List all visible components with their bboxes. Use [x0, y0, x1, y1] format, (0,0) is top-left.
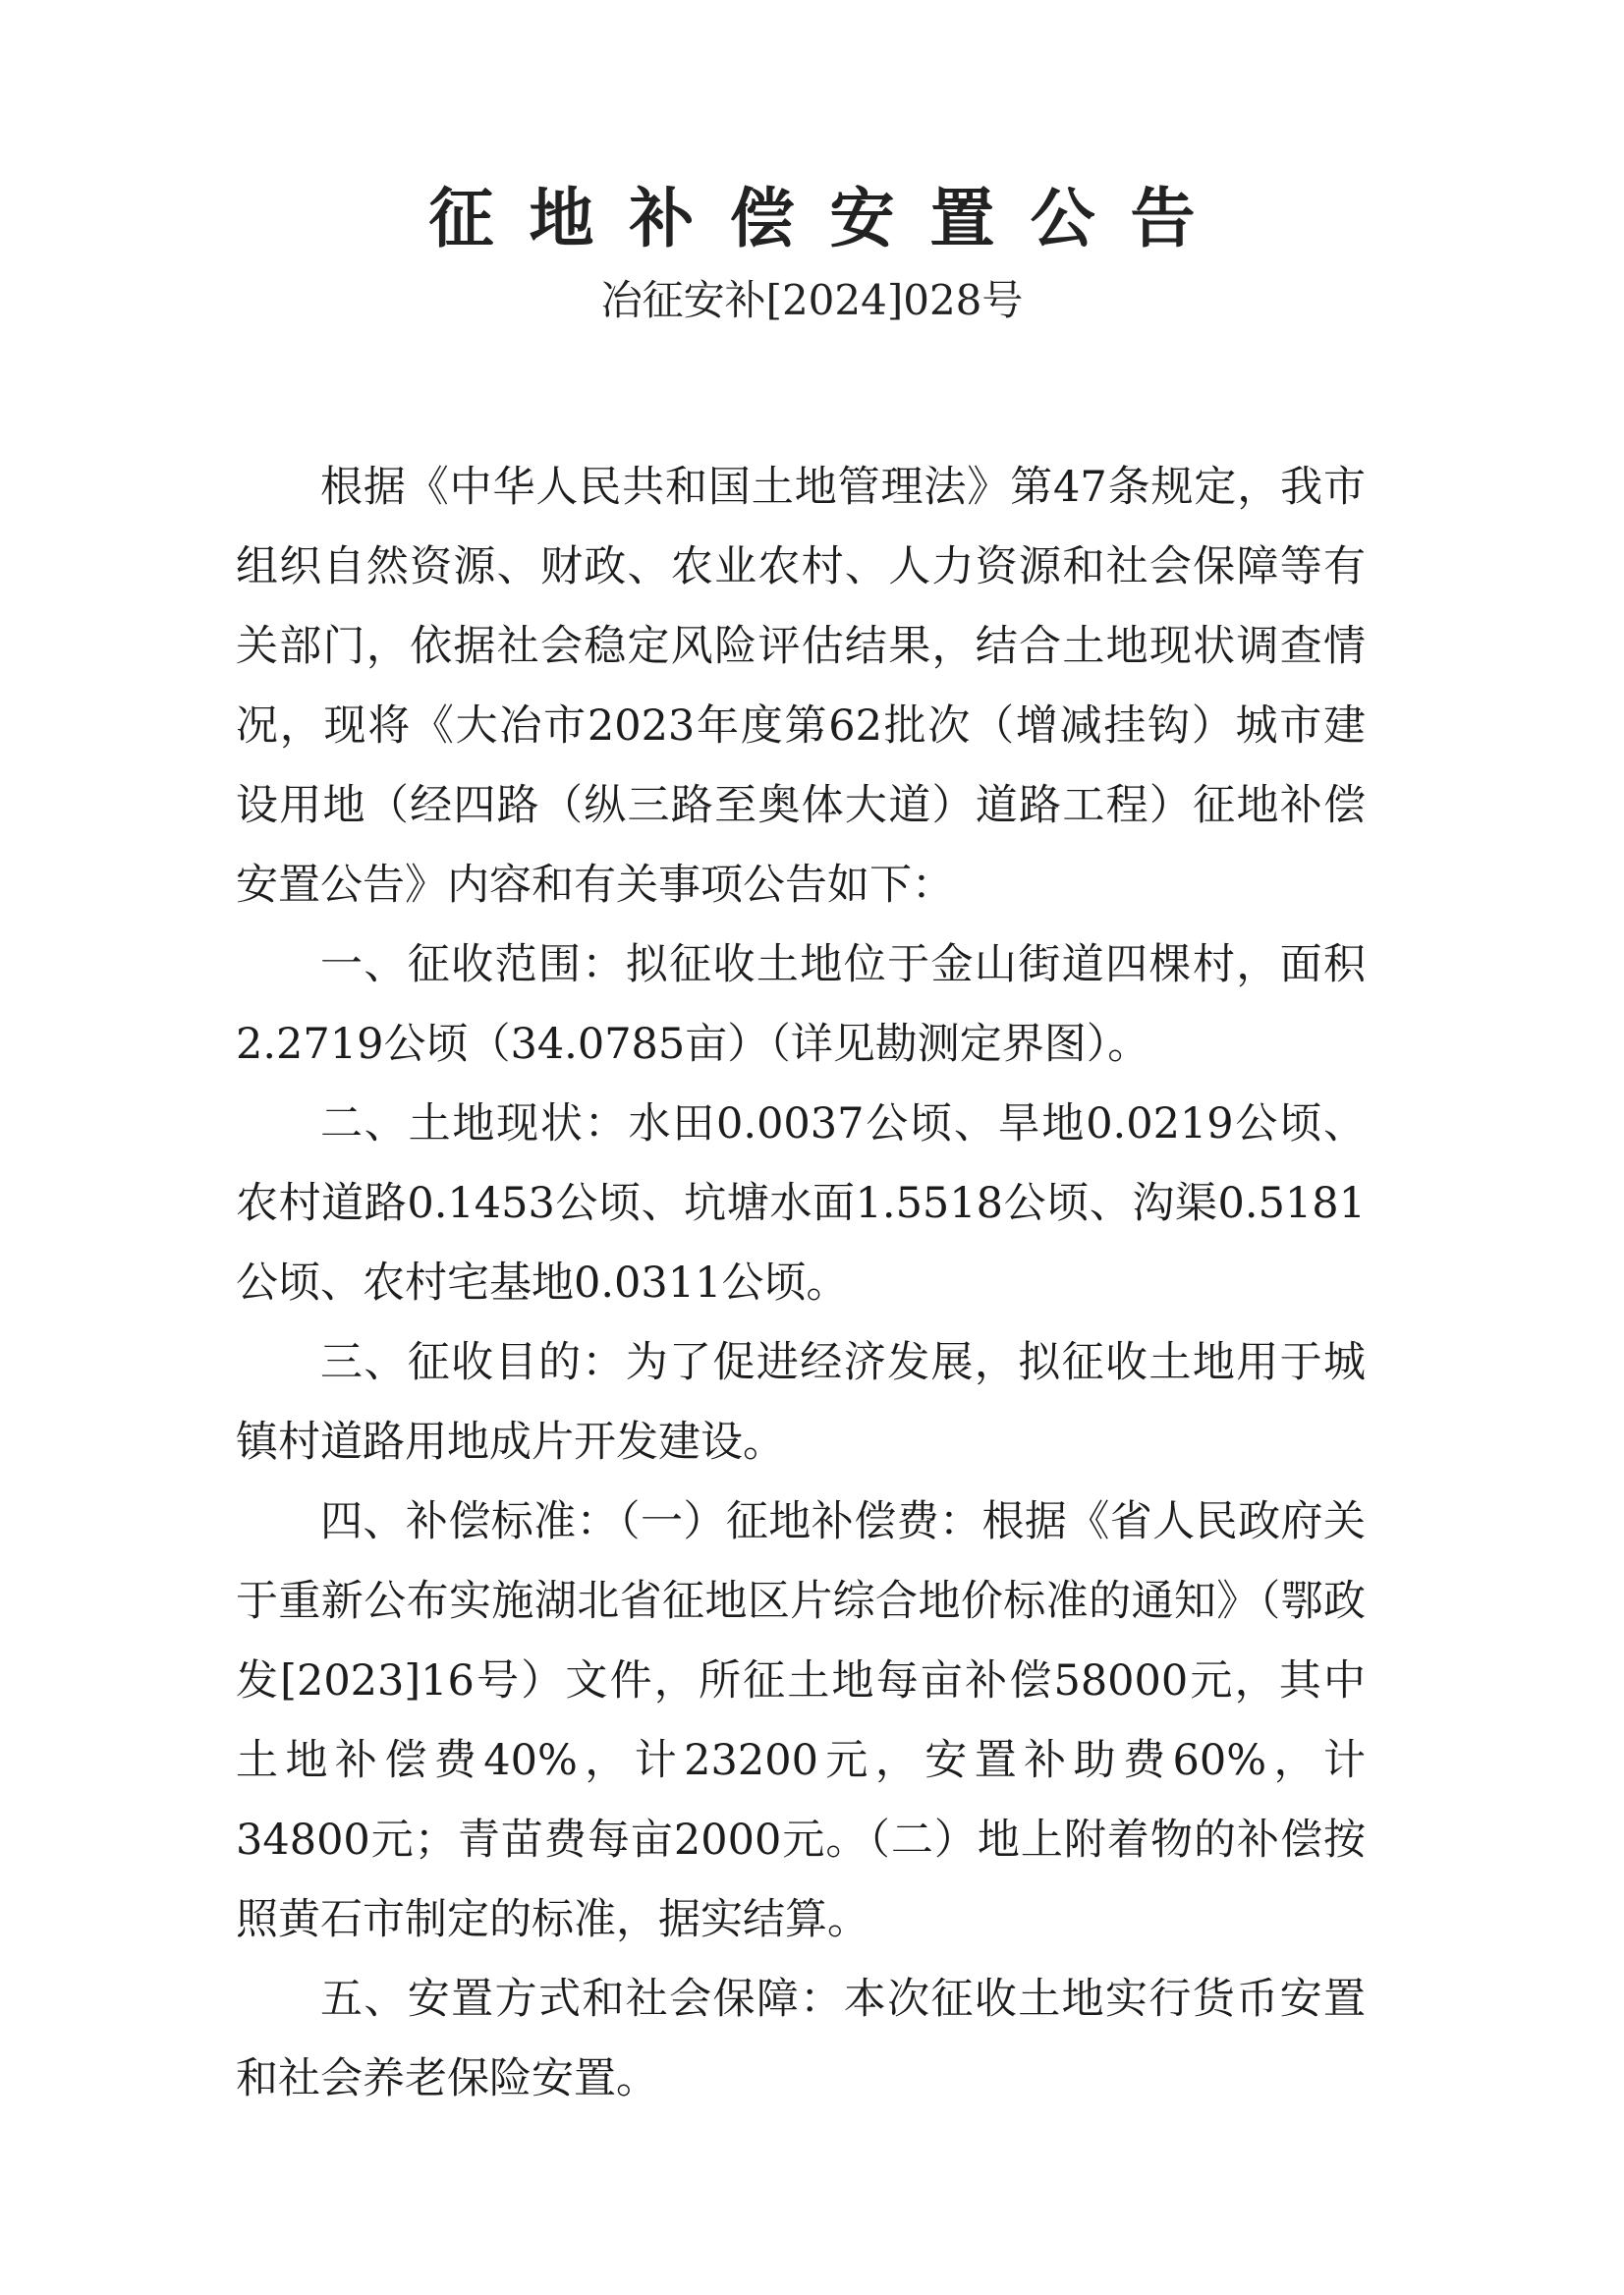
paragraph-purpose: 三、征收目的：为了促进经济发展，拟征收土地用于城镇村道路用地成片开发建设。 [236, 1338, 1366, 1467]
paragraph-land-status: 二、土地现状：水田0.0037公顷、旱地0.0219公顷、农村道路0.1453公顷、坑塘水面1.5518公顷、沟渠0.5181公顷、农村宅基地0.0311公顷。 [236, 1099, 1366, 1308]
paragraph-compensation: 四、补偿标准：（一）征地补偿费：根据《省人民政府关于重新公布实施湖北省征地区片综合地价标准的通知》（鄂政发[2023]16号）文件，所征土地每亩补偿58000元，其中土地补偿费40%，计23200元，安置补助费60%，计34800元；青苗费每亩2000元。（二）地上附着物的补偿按照黄石市制定的标准，据实结算。 [236, 1497, 1366, 1944]
document-title: 征地补偿安置公告 [428, 181, 1231, 256]
paragraph-intro: 根据《中华人民共和国土地管理法》第47条规定，我市组织自然资源、财政、农业农村、人力资源和社会保障等有关部门，依据社会稳定风险评估结果，结合土地现状调查情况，现将《大冶市2023年度第62批次（增减挂钩）城市建设用地（经四路（纵三路至奥体大道）道路工程）征地补偿安置公告》内容和有关事项公告如下： [236, 463, 1366, 910]
paragraph-scope: 一、征收范围：拟征收土地位于金山街道四棵村，面积2.2719公顷（34.0785亩）（详见勘测定界图）。 [236, 940, 1366, 1069]
document-body [236, 448, 1366, 2119]
document-number: 冶征安补[2024]028号 [600, 276, 1024, 324]
paragraph-resettlement: 五、安置方式和社会保障：本次征收土地实行货币安置和社会养老保险安置。 [236, 1975, 1366, 2103]
